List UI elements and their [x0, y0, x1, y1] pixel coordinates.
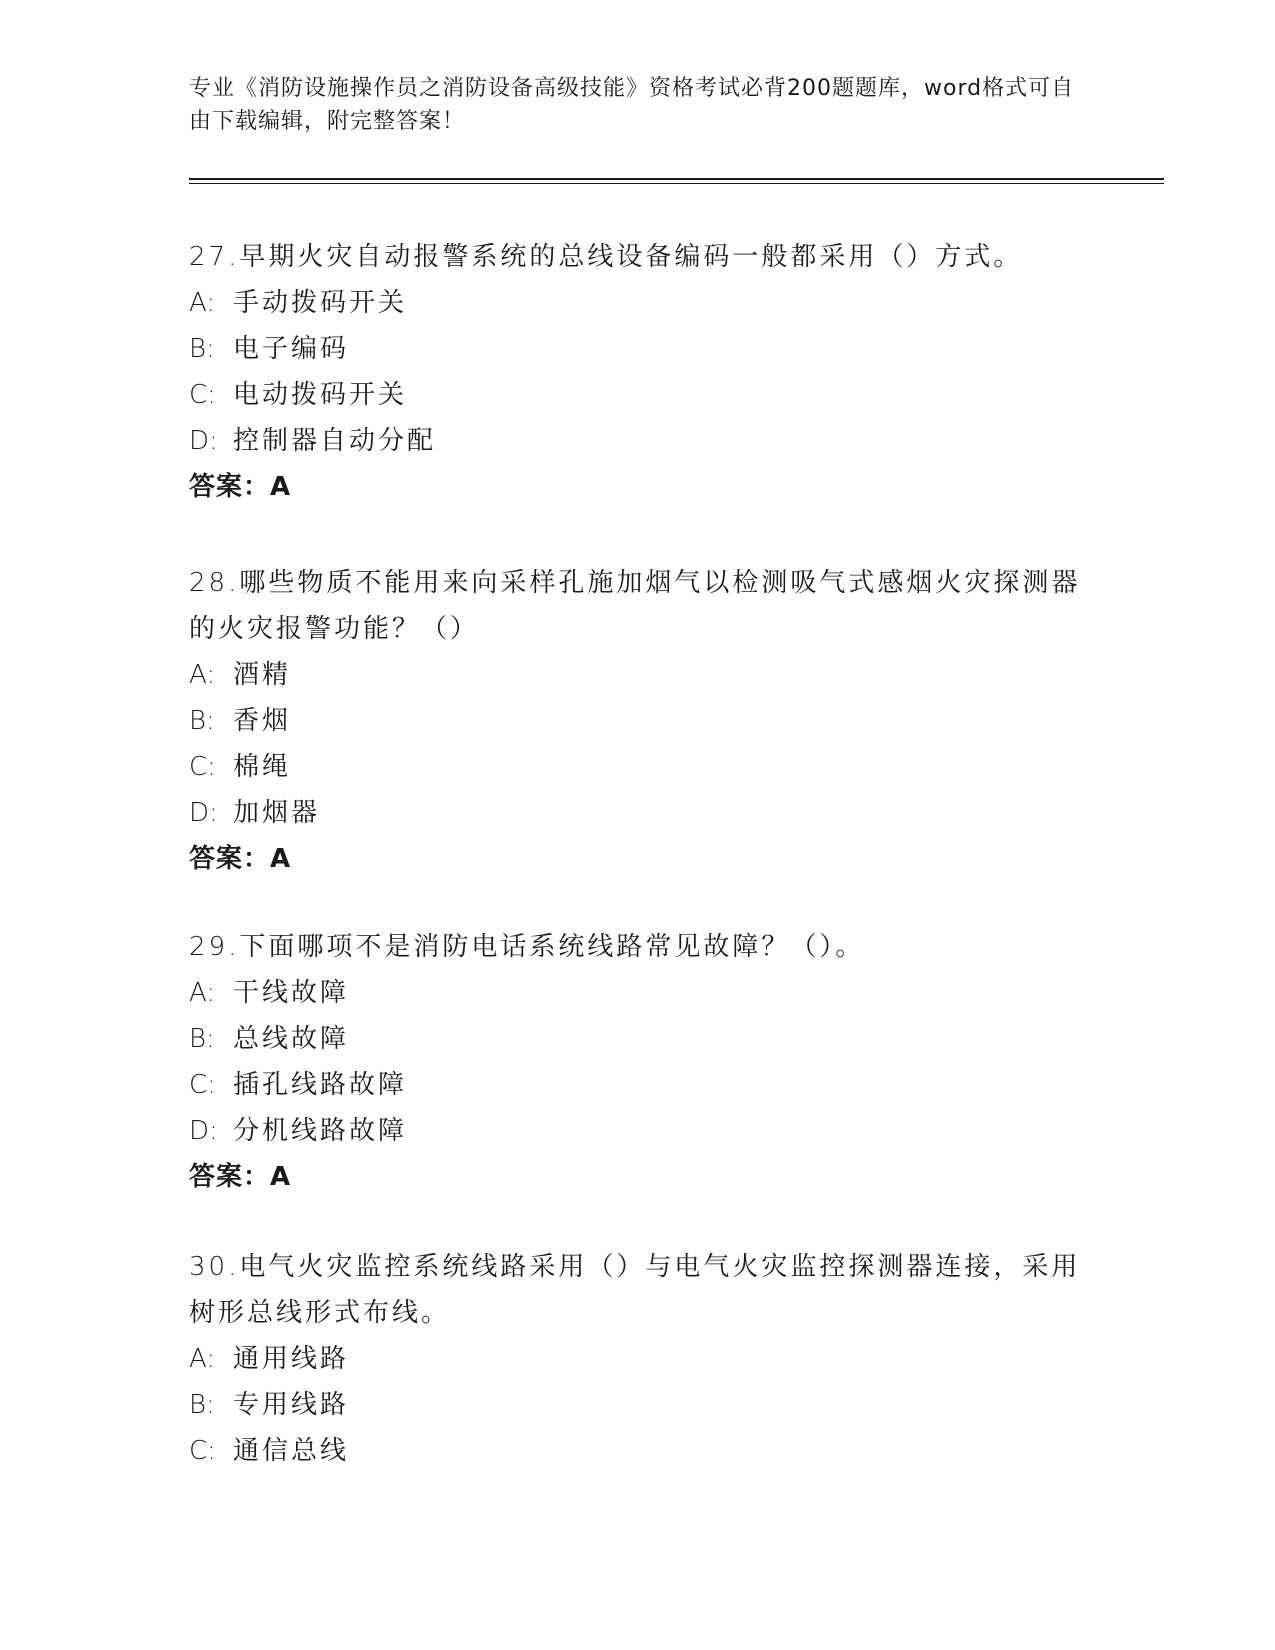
option-letter: A:	[189, 978, 216, 1008]
option-text: 通用线路	[233, 1344, 350, 1374]
option-text: 加烟器	[233, 798, 321, 828]
question-27	[189, 234, 1089, 510]
option-letter: D:	[189, 426, 218, 456]
question-28	[189, 560, 1089, 882]
question-stem: 28.哪些物质不能用来向采样孔施加烟气以检测吸气式感烟火灾探测器的火灾报警功能？（）	[189, 568, 1081, 644]
option-a	[189, 280, 1089, 326]
option-b	[189, 1016, 1089, 1062]
option-text: 控制器自动分配	[233, 426, 437, 456]
option-a	[189, 970, 1089, 1016]
option-d	[189, 790, 1089, 836]
option-letter: B:	[189, 1390, 215, 1420]
option-letter: A:	[189, 1344, 216, 1374]
option-letter: B:	[189, 1024, 215, 1054]
option-text: 电子编码	[233, 334, 350, 364]
option-letter: A:	[189, 660, 216, 690]
option-text: 干线故障	[233, 978, 350, 1008]
option-text: 通信总线	[233, 1436, 350, 1466]
option-letter: C:	[189, 380, 216, 410]
option-c	[189, 744, 1089, 790]
option-letter: D:	[189, 1116, 218, 1146]
option-letter: D:	[189, 798, 218, 828]
option-text: 棉绳	[233, 752, 292, 782]
answer-line: 答案：A	[189, 1162, 292, 1192]
option-letter: B:	[189, 334, 215, 364]
option-letter: A:	[189, 288, 216, 318]
option-c	[189, 372, 1089, 418]
answer-line: 答案：A	[189, 472, 292, 502]
option-a	[189, 1336, 1089, 1382]
option-text: 手动拨码开关	[233, 288, 408, 318]
option-text: 插孔线路故障	[233, 1070, 408, 1100]
option-letter: C:	[189, 752, 216, 782]
question-stem: 27.早期火灾自动报警系统的总线设备编码一般都采用（）方式。	[189, 242, 1023, 272]
option-d	[189, 1108, 1089, 1154]
option-text: 专用线路	[233, 1390, 350, 1420]
header-divider-thin	[189, 183, 1164, 184]
document-intro: 专业《消防设施操作员之消防设备高级技能》资格考试必背200题题库，word格式可自由下载编辑，附完整答案！	[189, 76, 1075, 134]
answer-line: 答案：A	[189, 844, 292, 874]
question-stem: 29.下面哪项不是消防电话系统线路常见故障？（）。	[189, 932, 865, 962]
option-text: 分机线路故障	[233, 1116, 408, 1146]
option-b	[189, 326, 1089, 372]
option-letter: B:	[189, 706, 215, 736]
option-b	[189, 698, 1089, 744]
option-letter: C:	[189, 1070, 216, 1100]
question-29	[189, 924, 1089, 1200]
question-30	[189, 1244, 1089, 1474]
option-text: 电动拨码开关	[233, 380, 408, 410]
option-a	[189, 652, 1089, 698]
option-text: 香烟	[233, 706, 292, 736]
question-stem: 30.电气火灾监控系统线路采用（）与电气火灾监控探测器连接，采用树形总线形式布线。	[189, 1252, 1081, 1328]
option-letter: C:	[189, 1436, 216, 1466]
option-text: 酒精	[233, 660, 292, 690]
option-c	[189, 1062, 1089, 1108]
option-c	[189, 1428, 1089, 1474]
option-d	[189, 418, 1089, 464]
option-b	[189, 1382, 1089, 1428]
option-text: 总线故障	[233, 1024, 350, 1054]
header-divider	[189, 178, 1164, 180]
